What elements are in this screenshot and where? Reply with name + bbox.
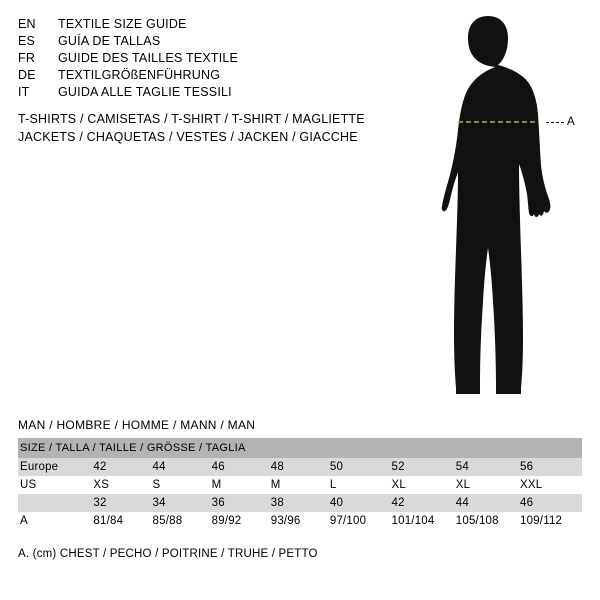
cell: 105/108	[454, 512, 518, 530]
cell: 44	[151, 458, 210, 476]
cell: 38	[269, 494, 328, 512]
garment-category-block	[18, 110, 398, 146]
language-title: GUIDA ALLE TAGLIE TESSILI	[58, 85, 232, 99]
cell: 101/104	[390, 512, 454, 530]
cell: XXL	[518, 476, 582, 494]
language-code: IT	[18, 85, 30, 99]
language-title: GUÍA DE TALLAS	[58, 34, 161, 48]
cell: 109/112	[518, 512, 582, 530]
cell: 97/100	[328, 512, 390, 530]
row-label	[18, 494, 91, 512]
table-row	[18, 476, 582, 494]
cell: 81/84	[91, 512, 150, 530]
callout-dash-line	[546, 122, 564, 123]
cell: 42	[91, 458, 150, 476]
measurement-footnote: A. (cm) CHEST / PECHO / POITRINE / TRUHE / PETTO	[18, 548, 318, 560]
row-label: US	[18, 476, 91, 494]
language-row	[18, 50, 378, 67]
cell: 36	[210, 494, 269, 512]
cell: 32	[91, 494, 150, 512]
cell: 54	[454, 458, 518, 476]
language-code: FR	[18, 51, 36, 65]
language-code: ES	[18, 34, 36, 48]
row-label: A	[18, 512, 91, 530]
cell: 34	[151, 494, 210, 512]
language-code: DE	[18, 68, 36, 82]
cell: 85/88	[151, 512, 210, 530]
cell: 52	[390, 458, 454, 476]
cell: XS	[91, 476, 150, 494]
table-row	[18, 458, 582, 476]
category-tshirts: T-SHIRTS / CAMISETAS / T-SHIRT / T-SHIRT / MAGLIETTE	[18, 112, 365, 126]
cell: M	[210, 476, 269, 494]
language-title: TEXTILE SIZE GUIDE	[58, 17, 187, 31]
cell: 56	[518, 458, 582, 476]
language-title: GUIDE DES TAILLES TEXTILE	[58, 51, 239, 65]
cell: 50	[328, 458, 390, 476]
cell: 93/96	[269, 512, 328, 530]
table-row	[18, 494, 582, 512]
language-title-block	[18, 16, 378, 101]
language-row	[18, 67, 378, 84]
cell: 44	[454, 494, 518, 512]
cell: XL	[390, 476, 454, 494]
cell: L	[328, 476, 390, 494]
row-label: Europe	[18, 458, 91, 476]
callout-label-a: A	[567, 116, 575, 128]
male-silhouette-icon	[400, 10, 600, 410]
table-row	[18, 512, 582, 530]
cell: XL	[454, 476, 518, 494]
cell: S	[151, 476, 210, 494]
size-table	[18, 438, 582, 530]
cell: 46	[518, 494, 582, 512]
table-header-row	[18, 438, 582, 458]
size-table-head	[18, 438, 582, 458]
table-group-title: MAN / HOMBRE / HOMME / MANN / MAN	[18, 418, 256, 432]
category-jackets: JACKETS / CHAQUETAS / VESTES / JACKEN / GIACCHE	[18, 130, 358, 144]
cell: 89/92	[210, 512, 269, 530]
language-row	[18, 33, 378, 50]
table-header-cell: SIZE / TALLA / TAILLE / GRÖSSE / TAGLIA	[18, 438, 582, 458]
size-table-body	[18, 458, 582, 530]
language-row	[18, 16, 378, 33]
cell: 42	[390, 494, 454, 512]
language-code: EN	[18, 17, 36, 31]
language-title: TEXTILGRÖßENFÜHRUNG	[58, 68, 221, 82]
cell: 40	[328, 494, 390, 512]
body-silhouette-figure	[400, 10, 600, 410]
size-table-zone	[18, 418, 582, 530]
cell: M	[269, 476, 328, 494]
cell: 46	[210, 458, 269, 476]
cell: 48	[269, 458, 328, 476]
language-row	[18, 84, 378, 101]
